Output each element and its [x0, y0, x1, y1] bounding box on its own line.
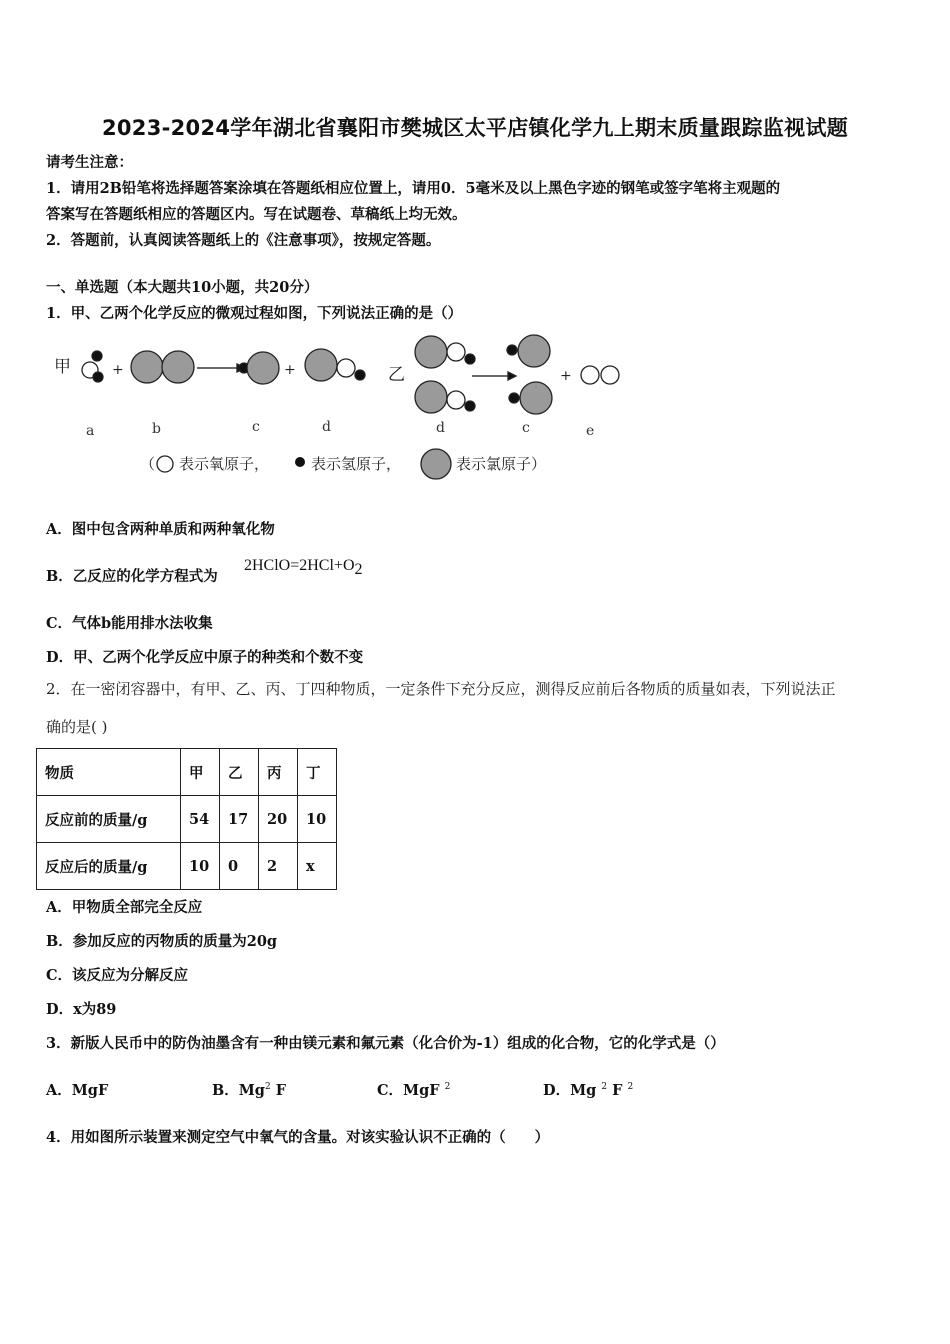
q1-stem: 1．甲、乙两个化学反应的微观过程如图，下列说法正确的是（）: [46, 305, 463, 322]
q2-stem-line2: 确的是( ): [46, 718, 108, 736]
notice-line1a: 1．请用2B铅笔将选择题答案涂填在答题纸相应位置上，请用0．5毫米及以上黑色字迹的钢笔或签字笔将主观题的: [46, 180, 781, 197]
q3-stem: 3．新版人民币中的防伪油墨含有一种由镁元素和氟元素（化合价为-1）组成的化合物，它的化学式是（）: [46, 1035, 725, 1052]
label-c: c: [252, 419, 260, 435]
molecule-d1-hydrogen: [465, 354, 475, 364]
table-cell: 54: [181, 796, 220, 843]
q4-stem: 4．用如图所示装置来测定空气中氧气的含量。对该实验认识不正确的（ ）: [46, 1129, 550, 1146]
q2-option-d[interactable]: D．x为89: [46, 1001, 117, 1018]
notice-line2: 2．答题前，认真阅读答题纸上的《注意事项》，按规定答题。: [46, 232, 441, 249]
label-a: a: [86, 423, 95, 439]
table-cell: x: [298, 843, 337, 890]
molecule-c2-chlorine: [520, 382, 552, 414]
table-row: [37, 843, 337, 890]
legend-hydrogen-text: 表示氢原子，: [311, 455, 402, 473]
legend-hydrogen-icon: [295, 457, 305, 467]
q2-option-c[interactable]: C．该反应为分解反应: [46, 967, 189, 984]
q3-option-d[interactable]: D．Mg $^2$ F $^2$: [543, 1082, 634, 1099]
q1-option-d[interactable]: D．甲、乙两个化学反应中原子的种类和个数不变: [46, 649, 364, 666]
table-header-cell: 甲: [181, 749, 220, 796]
mass-table: [36, 748, 337, 890]
plus-2: +: [284, 362, 296, 378]
q2-option-b[interactable]: B．参加反应的丙物质的质量为20g: [46, 933, 278, 950]
table-header-cell: 物质: [37, 749, 181, 796]
molecule-d-oxygen: [337, 359, 355, 377]
table-header-cell: 乙: [220, 749, 259, 796]
molecule-a-hydrogen-2: [93, 372, 103, 382]
q3-option-c[interactable]: C．MgF $^2$: [377, 1082, 451, 1099]
molecule-b-chlorine-2: [162, 351, 194, 383]
molecule-d1-oxygen: [447, 343, 465, 361]
label-d: d: [322, 419, 331, 435]
q1-option-b-equation: 2HClO=2HCl+O2: [244, 557, 363, 579]
table-cell: 0: [220, 843, 259, 890]
table-cell: 10: [181, 843, 220, 890]
table-cell: 10: [298, 796, 337, 843]
molecule-b-chlorine-1: [131, 351, 163, 383]
plus-1: +: [112, 362, 124, 378]
molecule-d2-hydrogen: [465, 401, 475, 411]
q1-option-a[interactable]: A．图中包含两种单质和两种氧化物: [46, 521, 275, 538]
reaction-diagram: [40, 330, 640, 490]
table-header-cell: 丁: [298, 749, 337, 796]
molecule-d-chlorine: [305, 349, 337, 381]
molecule-d2-chlorine: [415, 381, 447, 413]
q3-option-a[interactable]: A．MgF: [46, 1082, 109, 1099]
notice-line1b: 答案写在答题纸相应的答题区内。写在试题卷、草稿纸上均无效。: [46, 206, 467, 223]
table-row: [37, 796, 337, 843]
notice-heading: 请考生注意：: [46, 154, 133, 171]
section-heading: 一、单选题（本大题共10小题，共20分）: [46, 279, 319, 296]
molecule-c1-hydrogen: [507, 345, 517, 355]
legend-chlorine-text: 表示氯原子）: [456, 455, 547, 473]
legend-chlorine-icon: [421, 449, 451, 479]
molecule-d1-chlorine: [415, 336, 447, 368]
table-header-cell: 丙: [259, 749, 298, 796]
yi-label: 乙: [388, 365, 405, 385]
table-header-row: [37, 749, 337, 796]
jia-label: 甲: [54, 357, 71, 377]
molecule-a-hydrogen-1: [92, 351, 102, 361]
molecule-e-oxygen-2: [601, 366, 619, 384]
table-cell: 20: [259, 796, 298, 843]
label-d2: d: [436, 420, 445, 436]
table-cell: 反应后的质量/g: [37, 843, 181, 890]
table-cell: 反应前的质量/g: [37, 796, 181, 843]
arrow-2-head: [508, 372, 516, 380]
molecule-c-chlorine: [247, 352, 279, 384]
table-cell: 2: [259, 843, 298, 890]
molecule-c2-hydrogen: [509, 393, 519, 403]
molecule-c1-chlorine: [518, 335, 550, 367]
molecule-e-oxygen-1: [581, 366, 599, 384]
legend-open: （: [140, 455, 156, 473]
legend-oxygen-text: 表示氧原子，: [179, 455, 270, 473]
legend-oxygen-icon: [157, 456, 173, 472]
label-b: b: [152, 421, 161, 437]
q2-option-a[interactable]: A．甲物质全部完全反应: [46, 899, 203, 916]
q1-option-b[interactable]: B．乙反应的化学方程式为: [46, 568, 218, 585]
molecule-d2-oxygen: [447, 391, 465, 409]
molecule-d-hydrogen: [355, 370, 365, 380]
label-c2: c: [522, 420, 530, 436]
q2-stem-line1: 2．在一密闭容器中，有甲、乙、丙、丁四种物质，一定条件下充分反应，测得反应前后各物质的质量如表，下列说法正: [46, 680, 836, 698]
plus-3: +: [560, 368, 572, 384]
page-title: 2023-2024学年湖北省襄阳市樊城区太平店镇化学九上期末质量跟踪监视试题: [101, 116, 848, 140]
label-e: e: [586, 423, 595, 439]
q1-option-c[interactable]: C．气体b能用排水法收集: [46, 615, 213, 632]
table-cell: 17: [220, 796, 259, 843]
q3-option-b[interactable]: B．Mg$^2$ F: [212, 1082, 287, 1099]
